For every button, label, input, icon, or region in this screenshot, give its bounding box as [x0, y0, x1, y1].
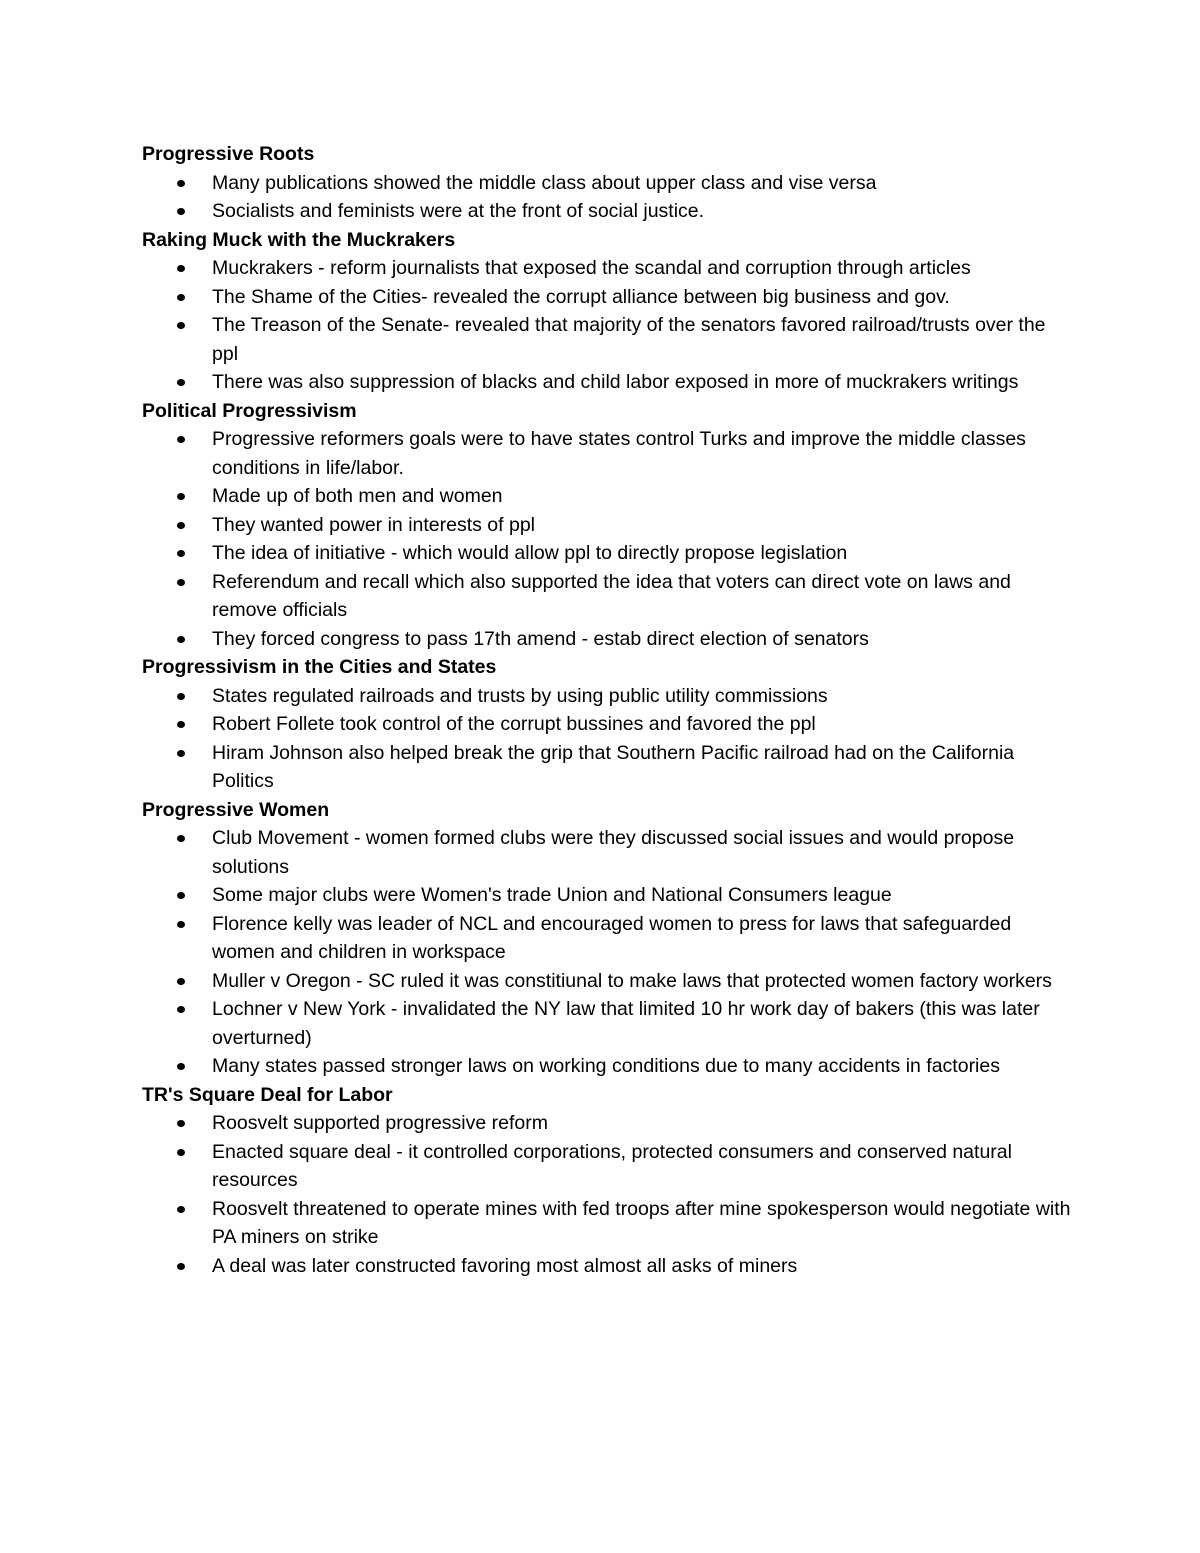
bullet-icon	[177, 294, 185, 301]
list-item	[142, 425, 1072, 482]
bullet-icon	[177, 493, 185, 500]
list-item-text: Many publications showed the middle class about upper class and vise versa	[212, 171, 877, 194]
section-heading: Political Progressivism	[142, 399, 357, 422]
list-item-text: They forced congress to pass 17th amend - estab direct election of senators	[212, 627, 869, 650]
list-item	[142, 197, 1072, 226]
list-item-text: Socialists and feminists were at the front of social justice.	[212, 200, 705, 222]
list-item	[142, 1052, 1072, 1081]
bullet-icon	[177, 522, 185, 529]
bullet-icon	[177, 636, 185, 643]
list-item	[142, 311, 1072, 368]
list-item	[142, 1195, 1072, 1252]
section-political-progressivism	[142, 397, 1072, 654]
list-item-text: Muckrakers - reform journalists that exposed the scandal and corruption through articles	[212, 257, 971, 279]
list-item-text: They wanted power in interests of ppl	[212, 513, 536, 536]
bullet-icon	[177, 579, 185, 586]
bullet-icon	[177, 1006, 185, 1013]
bullet-icon	[177, 1149, 185, 1156]
list-item-text: The Shame of the Cities- revealed the corrupt alliance between big business and gov.	[212, 285, 950, 308]
list-item	[142, 967, 1072, 996]
bullet-list	[142, 824, 1072, 1081]
bullet-icon	[177, 978, 185, 985]
bullet-list	[142, 1109, 1072, 1280]
list-item-text: Lochner v New York - invalidated the NY law that limited 10 hr work day of bakers (this was later overturned)	[212, 998, 1040, 1049]
document-page	[142, 140, 1072, 1280]
bullet-icon	[177, 1206, 185, 1213]
bullet-icon	[177, 436, 185, 443]
list-item-text: A deal was later constructed favoring most almost all asks of miners	[212, 1254, 798, 1277]
list-item-text: Roosvelt supported progressive reform	[212, 1112, 548, 1134]
bullet-icon	[177, 750, 185, 757]
list-item-text: Some major clubs were Women's trade Union and National Consumers league	[212, 884, 892, 906]
list-item-text: Enacted square deal - it controlled corporations, protected consumers and conserved natural resources	[212, 1140, 1012, 1191]
list-item	[142, 682, 1072, 711]
list-item	[142, 254, 1072, 283]
bullet-icon	[177, 322, 185, 329]
list-item	[142, 368, 1072, 397]
section-heading: Progressive Women	[142, 798, 330, 821]
list-item	[142, 739, 1072, 796]
bullet-list	[142, 254, 1072, 397]
list-item	[142, 625, 1072, 654]
bullet-icon	[177, 265, 185, 272]
bullet-list	[142, 169, 1072, 226]
bullet-icon	[177, 892, 185, 899]
section-heading: TR's Square Deal for Labor	[142, 1083, 393, 1106]
list-item-text: Made up of both men and women	[212, 485, 503, 507]
list-item-text: States regulated railroads and trusts by using public utility commissions	[212, 684, 828, 707]
list-item-text: Florence kelly was leader of NCL and encouraged women to press for laws that safeguarded women and children in workspace	[212, 912, 1012, 963]
section-heading: Progressivism in the Cities and States	[142, 656, 497, 678]
section-heading: Progressive Roots	[142, 143, 315, 165]
list-item-text: Roosvelt threatened to operate mines with fed troops after mine spokesperson would negotiate with PA miners on strike	[212, 1197, 1071, 1248]
section-square-deal	[142, 1081, 1072, 1281]
list-item-text: Muller v Oregon - SC ruled it was constitiunal to make laws that protected women factory workers	[212, 969, 1052, 992]
bullet-icon	[177, 921, 185, 928]
bullet-icon	[177, 693, 185, 700]
list-item	[142, 1109, 1072, 1138]
list-item	[142, 910, 1072, 967]
list-item-text: The idea of initiative - which would allow ppl to directly propose legislation	[212, 542, 848, 564]
list-item	[142, 1252, 1072, 1281]
list-item	[142, 881, 1072, 910]
list-item-text: Referendum and recall which also supported the idea that voters can direct vote on laws and remove officials	[212, 570, 1011, 621]
bullet-icon	[177, 180, 185, 187]
bullet-icon	[177, 1063, 185, 1070]
bullet-icon	[177, 1263, 185, 1270]
bullet-list	[142, 682, 1072, 796]
list-item-text: There was also suppression of blacks and child labor exposed in more of muckrakers writings	[212, 371, 1019, 393]
bullet-icon	[177, 379, 185, 386]
bullet-icon	[177, 1120, 185, 1127]
list-item-text: Many states passed stronger laws on working conditions due to many accidents in factories	[212, 1055, 1000, 1077]
list-item	[142, 710, 1072, 739]
list-item	[142, 824, 1072, 881]
list-item-text: Hiram Johnson also helped break the grip that Southern Pacific railroad had on the California Politics	[212, 741, 1015, 792]
list-item	[142, 283, 1072, 312]
section-cities-and-states	[142, 653, 1072, 796]
section-progressive-women	[142, 796, 1072, 1081]
list-item-text: Robert Follete took control of the corrupt bussines and favored the ppl	[212, 713, 816, 735]
section-heading: Raking Muck with the Muckrakers	[142, 228, 456, 251]
list-item	[142, 995, 1072, 1052]
bullet-icon	[177, 550, 185, 557]
list-item	[142, 511, 1072, 540]
list-item-text: The Treason of the Senate- revealed that majority of the senators favored railroad/trusts over the ppl	[212, 314, 1046, 365]
section-progressive-roots	[142, 140, 1072, 226]
section-raking-muck	[142, 226, 1072, 397]
list-item	[142, 539, 1072, 568]
bullet-list	[142, 425, 1072, 653]
bullet-icon	[177, 835, 185, 842]
list-item	[142, 1138, 1072, 1195]
bullet-icon	[177, 721, 185, 728]
list-item	[142, 568, 1072, 625]
list-item-text: Progressive reformers goals were to have states control Turks and improve the middle classes conditions in life/labor.	[212, 428, 1026, 479]
list-item	[142, 482, 1072, 511]
list-item-text: Club Movement - women formed clubs were they discussed social issues and would propose solutions	[212, 827, 1015, 878]
bullet-icon	[177, 208, 185, 215]
list-item	[142, 169, 1072, 198]
